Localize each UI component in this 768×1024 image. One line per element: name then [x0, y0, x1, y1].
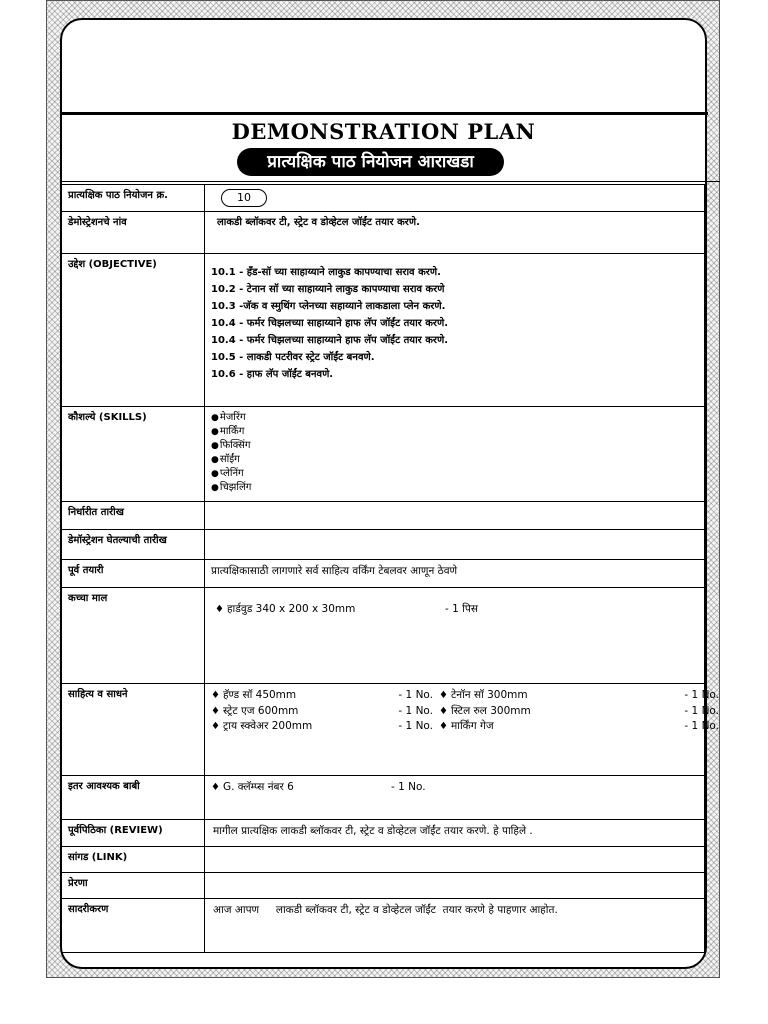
value-link: [205, 847, 705, 873]
skill-item: ● फिक्सिंग: [211, 439, 698, 453]
tools-list: [211, 688, 719, 735]
label-raw-material: कच्चा माल: [62, 588, 205, 684]
skill-item: ● मेजरिंग: [211, 411, 698, 425]
tool-name: ♦ मार्किंग गेज: [439, 719, 625, 735]
label-skills: कौशल्ये (SKILLS): [62, 407, 205, 502]
tool-name: ♦ ट्राय स्क्वेअर 200mm: [211, 719, 391, 735]
skill-item: ● मार्किंग: [211, 425, 698, 439]
tool-qty: - 1 No.: [684, 689, 719, 701]
row-scheduled-date: [62, 502, 705, 530]
skills-list: [205, 407, 705, 502]
document-title: DEMONSTRATION PLAN: [231, 119, 536, 144]
plan-table: [61, 184, 719, 953]
document-subtitle: प्रात्यक्षिक पाठ नियोजन आराखडा: [237, 148, 504, 176]
label-presentation: सादरीकरण: [62, 899, 205, 953]
tool-qty: - 1 No.: [398, 689, 433, 701]
tool-qty: - 1 No.: [684, 704, 719, 717]
other-item-qty: - 1 No.: [391, 781, 426, 793]
tool-name: ♦ हॅण्ड सॉ 450mm: [211, 688, 391, 704]
value-scheduled-date: [205, 502, 705, 530]
tool-qty: - 1 No.: [684, 720, 719, 732]
value-demo-date: [205, 530, 705, 560]
tool-qty: - 1 No.: [398, 720, 433, 732]
row-demo-date: [62, 530, 705, 560]
objective-item: 10.2 - टेनान सॉ च्या साहाय्याने लाकुड कापण्याचा सराव करणे: [211, 284, 445, 295]
tool-qty: - 1 No.: [398, 704, 433, 717]
row-demo-name: [62, 212, 705, 254]
header-divider: [62, 112, 708, 115]
row-preparation: [62, 560, 705, 588]
table-top-line: [62, 181, 720, 182]
other-list: [211, 780, 698, 795]
skill-item: ● सॉईंग: [211, 453, 698, 467]
label-tools: साहित्य व साधने: [62, 684, 205, 776]
label-link: सांगड (LINK): [62, 847, 205, 873]
label-scheduled-date: निर्धारीत तारीख: [62, 502, 205, 530]
plan-number-badge: 10: [221, 189, 267, 207]
label-preparation: पूर्व तयारी: [62, 560, 205, 588]
label-objective: उद्देश (OBJECTIVE): [62, 254, 205, 407]
raw-material-list: [215, 602, 698, 617]
row-skills: [62, 407, 705, 502]
label-demo-name: डेमोस्ट्रेशनचे नांव: [62, 212, 205, 254]
tool-name: ♦ टेनॉन सॉ 300mm: [439, 688, 625, 704]
objective-item: 10.6 - हाफ लॅप जॉईंट बनवणे.: [211, 369, 334, 380]
raw-material-name: ♦ हार्डवुड 340 x 200 x 30mm: [215, 602, 445, 617]
row-raw-material: [62, 588, 705, 684]
value-review: मागील प्रात्यक्षिक लाकडी ब्लॉकवर टी, स्ट्रेट व डोव्हेटल जॉईंट तयार करणे. हे पाहिले .: [205, 820, 705, 847]
raw-material-qty: - 1 पिस: [445, 603, 478, 615]
tool-name: ♦ स्टिल रुल 300mm: [439, 704, 625, 720]
skill-item: ● चिझलिंग: [211, 481, 698, 495]
value-preparation: प्रात्यक्षिकासाठी लागणारे सर्व साहित्य वर्किंग टेबलवर आणून ठेवणे: [205, 560, 705, 588]
row-tools: [62, 684, 705, 776]
label-demo-date: डेमॉस्ट्रेशन घेतल्याची तारीख: [62, 530, 205, 560]
label-review: पूर्वपिठिका (REVIEW): [62, 820, 205, 847]
objective-item: 10.4 - फर्मर चिझलच्या साहाय्याने हाफ लॅप जॉईंट तयार करणे.: [211, 318, 449, 329]
row-link: [62, 847, 705, 873]
other-item-name: ♦ G. क्लॅम्प्स नंबर 6: [211, 780, 391, 795]
value-presentation: आज आपण लाकडी ब्लॉकवर टी, स्ट्रेट व डोव्हेटल जॉईंट तयार करणे हे पाहणार आहोत.: [205, 899, 705, 953]
value-demo-name: लाकडी ब्लॉकवर टी, स्ट्रेट व डोव्हेटल जॉईंट तयार करणे.: [205, 212, 705, 254]
row-review: [62, 820, 705, 847]
label-other: इतर आवश्यक बाबी: [62, 776, 205, 820]
objective-list: [211, 264, 698, 383]
row-other: [62, 776, 705, 820]
row-motivation: [62, 873, 705, 899]
row-plan-no: [62, 185, 705, 212]
objective-item: 10.5 - लाकडी पटरीवर स्ट्रेट जॉईंट बनवणे.: [211, 352, 375, 363]
label-motivation: प्रेरणा: [62, 873, 205, 899]
row-presentation: [62, 899, 705, 953]
tool-name: ♦ स्ट्रेट एज 600mm: [211, 704, 391, 720]
label-plan-no: प्रात्यक्षिक पाठ नियोजन क्र.: [62, 185, 205, 212]
value-motivation: [205, 873, 705, 899]
objective-item: 10.3 -जॅक व स्मुथिंग प्लेनच्या सहाय्याने लाकडाला प्लेन करणे.: [211, 301, 446, 312]
row-objective: [62, 254, 705, 407]
objective-item: 10.4 - फर्मर चिझलच्या साहाय्याने हाफ लॅप जॉईंट तयार करणे.: [211, 335, 449, 346]
objective-item: 10.1 - हँड-सॉ च्या साहाय्याने लाकुड कापण्याचा सराव करणे.: [211, 267, 441, 278]
skill-item: ● प्लेनिंग: [211, 467, 698, 481]
